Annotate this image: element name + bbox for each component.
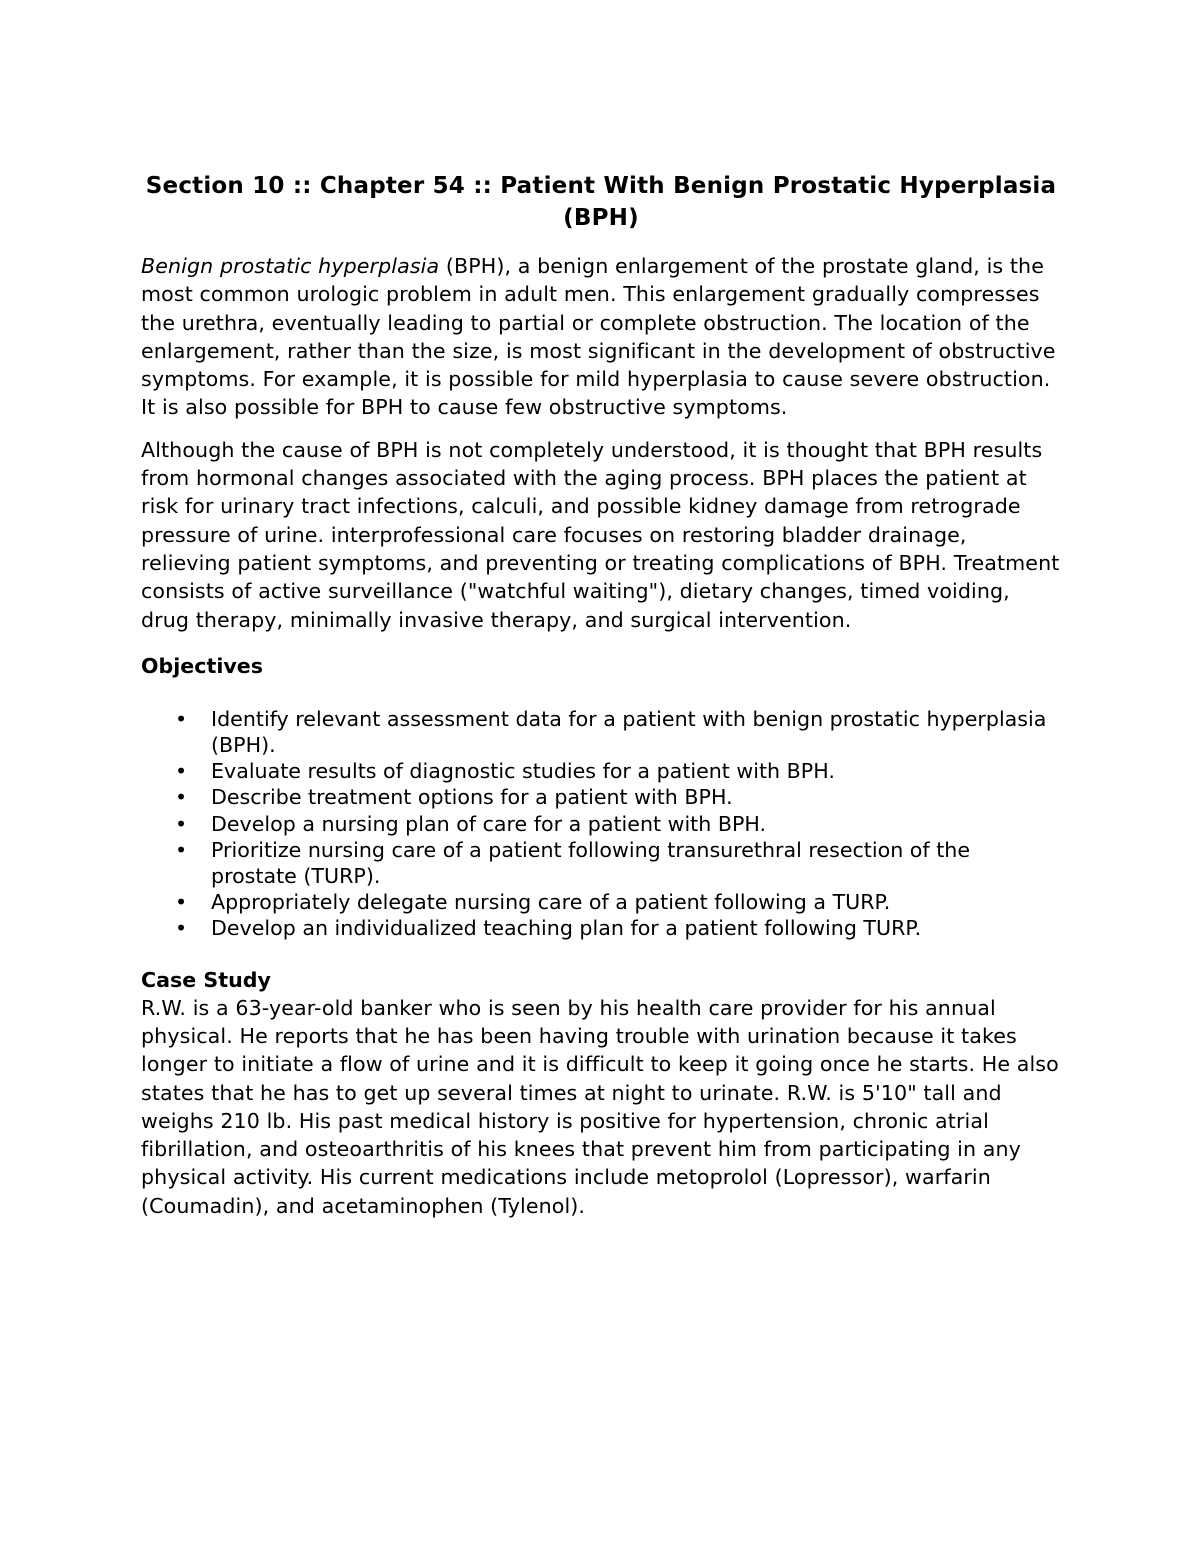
bullet-icon: •: [175, 890, 188, 915]
list-item: [141, 784, 1061, 810]
objective-text: Prioritize nursing care of a patient following transurethral resection of the prostate (TURP).: [211, 837, 970, 889]
list-item: [141, 811, 1061, 837]
list-item: [141, 915, 1061, 941]
bullet-icon: •: [175, 759, 188, 784]
list-item: [141, 758, 1061, 784]
bullet-icon: •: [175, 706, 188, 731]
bullet-icon: •: [175, 837, 188, 862]
list-item: [141, 706, 1061, 758]
intro-text: (BPH), a benign enlargement of the prostate gland, is the most common urologic problem in adult men. This enlargement gradually compresses the urethra, eventually leading to partial or complete obstruction. The location of the enlargement, rather than the size, is most significant in the development of obstructive symptoms. For example, it is possible for mild hyperplasia to cause severe obstruction. It is also possible for BPH to cause few obstructive symptoms.: [141, 254, 1056, 420]
objective-text: Identify relevant assessment data for a patient with benign prostatic hyperplasia (BPH).: [211, 706, 1047, 758]
page-title: Section 10 :: Chapter 54 :: Patient With Benign Prostatic Hyperplasia (BPH): [145, 173, 1057, 231]
intro-term: Benign prostatic hyperplasia: [141, 254, 440, 278]
document-page: [141, 170, 1061, 1234]
objective-text: Develop an individualized teaching plan for a patient following TURP.: [211, 916, 922, 941]
objective-text: Evaluate results of diagnostic studies for a patient with BPH.: [211, 759, 835, 784]
bullet-icon: •: [175, 916, 188, 941]
objective-text: Describe treatment options for a patient with BPH.: [211, 785, 733, 810]
objectives-heading: Objectives: [141, 653, 264, 678]
bullet-icon: •: [175, 811, 188, 836]
case-study-paragraph: R.W. is a 63-year-old banker who is seen by his health care provider for his annual physical. He reports that he has been having trouble with urination because it takes longer to initiate a flow of urine and it is difficult to keep it going once he starts. He also states that he has to get up several times at night to urinate. R.W. is 5'10" tall and weighs 210 lb. His past medical history is positive for hypertension, chronic atrial fibrillation, and osteoarthritis of his knees that prevent him from participating in any physical activity. His current medications include metoprolol (Lopressor), warfarin (Coumadin), and acetaminophen (Tylenol).: [141, 995, 1059, 1218]
objective-text: Develop a nursing plan of care for a patient with BPH.: [211, 811, 767, 836]
objective-text: Appropriately delegate nursing care of a patient following a TURP.: [211, 890, 891, 915]
background-paragraph: Although the cause of BPH is not completely understood, it is thought that BPH results from hormonal changes associated with the aging process. BPH places the patient at risk for urinary tract infections, calculi, and possible kidney damage from retrograde pressure of urine. interprofessional care focuses on restoring bladder drainage, relieving patient symptoms, and preventing or treating complications of BPH. Treatment consists of active surveillance ("watchful waiting"), dietary changes, timed voiding, drug therapy, minimally invasive therapy, and surgical intervention.: [141, 437, 1060, 632]
intro-paragraph: [141, 252, 1061, 422]
list-item: [141, 889, 1061, 915]
case-study-heading: Case Study: [141, 967, 271, 992]
objectives-list: [141, 706, 1061, 942]
bullet-icon: •: [175, 785, 188, 810]
list-item: [141, 837, 1061, 889]
